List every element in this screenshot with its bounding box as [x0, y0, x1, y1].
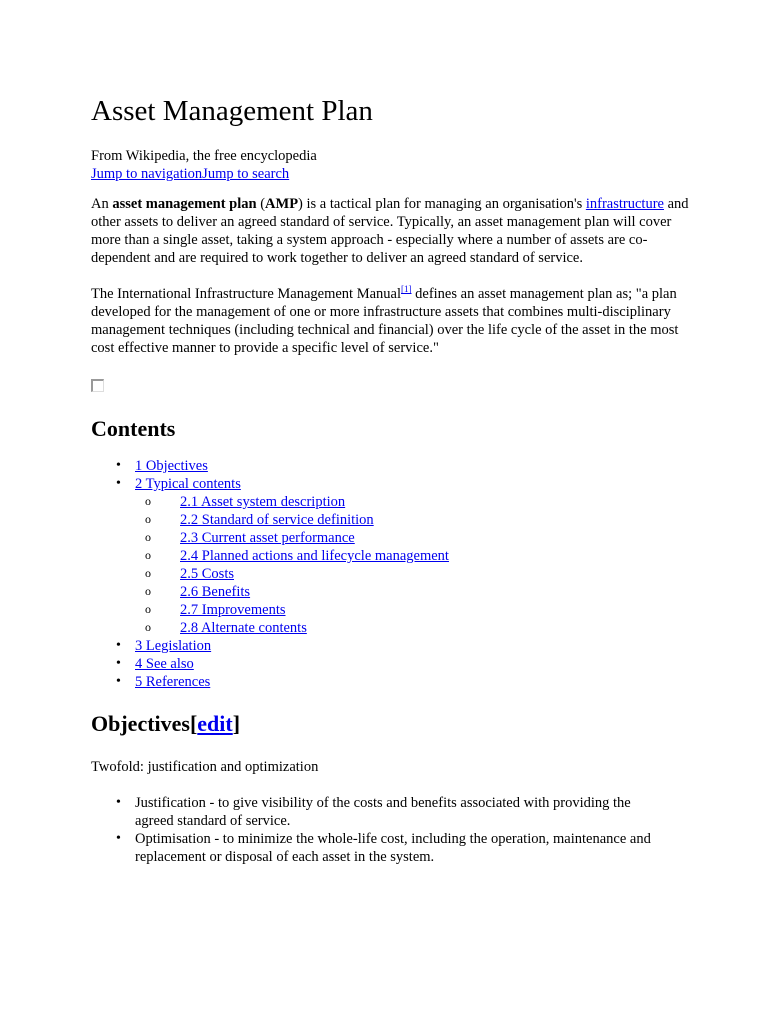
- iimm-text-1: The International Infrastructure Management Manual: [91, 286, 402, 302]
- toc-link-typical-contents[interactable]: 2 Typical contents: [135, 476, 241, 492]
- toc-link-2-6[interactable]: 2.6 Benefits: [180, 584, 251, 600]
- toc-item: [91, 673, 691, 691]
- toc-item: [91, 637, 691, 655]
- intro-text-3: ) is a tactical plan for managing an organisation's: [298, 196, 586, 212]
- jump-to-search-link[interactable]: Jump to search: [202, 166, 290, 182]
- objectives-heading: [91, 710, 691, 738]
- iimm-text-2: defines an asset management plan as; "a plan developed for the management of one or more infrastructure assets that combines multi-disciplinary management techniques (including technical and financial) over the life cycle of the asset in the most cost effective manner to provide a specific level of service.": [91, 286, 679, 356]
- intro-text-4: and other assets to deliver an agreed standard of service. Typically, an asset management plan will cover more than a single asset, taking a system approach - especially where a number of assets are co-dependent and are required to work together to deliver an agreed standard of service.: [91, 196, 689, 266]
- contents-heading: Contents: [91, 416, 176, 441]
- toc-item: [91, 475, 691, 637]
- objectives-list: [91, 794, 691, 866]
- site-sub: [91, 147, 691, 183]
- toc-subitem: [91, 547, 691, 565]
- toc-subitem: [91, 529, 691, 547]
- page-title: Asset Management Plan: [91, 95, 373, 127]
- list-item: • Optimisation - to minimize the whole-life cost, including the operation, maintenance and replacement or disposal of each asset in the system.: [91, 830, 691, 866]
- edit-bracket-close: ]: [232, 711, 241, 736]
- toc-item: [91, 655, 691, 673]
- toc-item: [91, 457, 691, 475]
- toc-subitem: [91, 601, 691, 619]
- twofold-text: Twofold: justification and optimization: [91, 759, 319, 775]
- edit-link[interactable]: edit: [197, 711, 233, 736]
- toc-link-2-2[interactable]: 2.2 Standard of service definition: [180, 512, 374, 528]
- jump-to-navigation-link[interactable]: Jump to navigation: [91, 166, 203, 182]
- toc-subitem: [91, 619, 691, 637]
- intro-bold-term: asset management plan: [112, 196, 257, 212]
- intro-paragraph: [91, 195, 691, 267]
- toc-subitem: [91, 493, 691, 511]
- intro-text-1: An: [91, 196, 113, 212]
- toc-link-legislation[interactable]: 3 Legislation: [135, 638, 212, 654]
- table-of-contents: [91, 457, 691, 691]
- toc-link-2-8[interactable]: 2.8 Alternate contents: [180, 620, 307, 636]
- toc-link-2-7[interactable]: 2.7 Improvements: [180, 602, 286, 618]
- intro-bold-abbr: AMP: [265, 196, 299, 212]
- broken-image-icon: [91, 379, 104, 392]
- article-content: [91, 92, 691, 866]
- toc-sublist: [135, 493, 691, 637]
- infrastructure-link[interactable]: infrastructure: [585, 196, 664, 212]
- list-item: • Justification - to give visibility of the costs and benefits associated with providing the agreed standard of service.: [91, 794, 691, 830]
- toc-link-2-1[interactable]: 2.1 Asset system description: [180, 494, 346, 510]
- toc-link-2-5[interactable]: 2.5 Costs: [180, 566, 234, 582]
- reference-link-1[interactable]: [1]: [401, 284, 412, 295]
- toc-subitem: [91, 583, 691, 601]
- edit-bracket-open: [: [189, 711, 198, 736]
- toc-link-see-also[interactable]: 4 See also: [135, 656, 194, 672]
- toc-link-objectives[interactable]: 1 Objectives: [135, 458, 208, 474]
- from-wikipedia: From Wikipedia, the free encyclopedia: [91, 148, 317, 164]
- toc-link-references[interactable]: 5 References: [135, 674, 211, 690]
- toc-subitem: [91, 511, 691, 529]
- intro-text-2: (: [256, 196, 266, 212]
- objectives-heading-text: Objectives: [91, 711, 190, 736]
- iimm-paragraph: [91, 285, 691, 357]
- toc-link-2-3[interactable]: 2.3 Current asset performance: [180, 530, 355, 546]
- toc-subitem: [91, 565, 691, 583]
- toc-link-2-4[interactable]: 2.4 Planned actions and lifecycle management: [180, 548, 449, 564]
